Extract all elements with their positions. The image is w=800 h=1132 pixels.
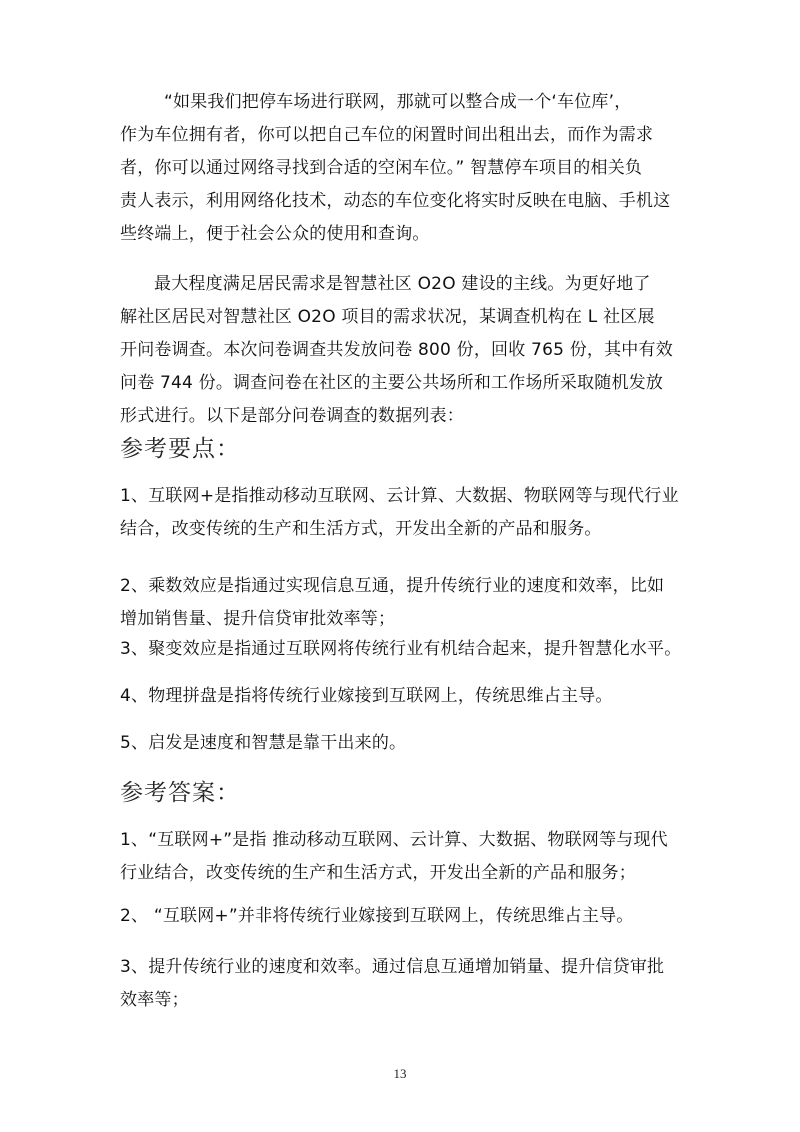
item-line: 3、聚变效应是指通过互联网将传统行业有机结合起来，提升智慧化水平。: [120, 639, 682, 659]
paragraph-line: 最大程度满足居民需求是智慧社区 O2O 建设的主线。为更好地了: [154, 274, 651, 294]
item-line: 1、互联网+是指推动移动互联网、云计算、大数据、物联网等与现代行业: [120, 486, 679, 506]
item-line: 5、启发是速度和智慧是靠干出来的。: [120, 733, 407, 753]
answer-item-3: [120, 951, 720, 1017]
answer-item-1: [120, 824, 720, 890]
answers-heading: 参考答案：: [120, 780, 240, 806]
paragraph-line: 解社区居民对智慧社区 O2O 项目的需求状况，某调查机构在 L 社区展: [120, 307, 655, 327]
item-line: 效率等；: [120, 990, 189, 1010]
paragraph-line: 问卷 744 份。调查问卷在社区的主要公共场所和工作场所采取随机发放: [120, 373, 664, 393]
item-line: 1、“互联网+”是指 推动移动互联网、云计算、大数据、物联网等与现代: [120, 830, 668, 850]
body-paragraph-1: [120, 86, 696, 251]
item-line: 3、提升传统行业的速度和效率。通过信息互通增加销量、提升信贷审批: [120, 957, 665, 977]
paragraph-line: 开问卷调查。本次问卷调查共发放问卷 800 份，回收 765 份，其中有效: [120, 340, 673, 360]
paragraph-line: 些终端上，便于社会公众的使用和查询。: [120, 224, 430, 244]
key-point-item-4: [120, 680, 720, 713]
answer-item-2: [120, 900, 720, 933]
item-line: 增加销售量、提升信贷审批效率等；: [120, 609, 396, 629]
key-point-item-2: [120, 570, 720, 636]
paragraph-line: 责人表示，利用网络化技术，动态的车位变化将实时反映在电脑、手机这: [120, 191, 671, 211]
body-paragraph-2: [120, 268, 696, 433]
item-line: 行业结合，改变传统的生产和生活方式，开发出全新的产品和服务；: [120, 863, 636, 883]
item-line: 2、乘数效应是指通过实现信息互通，提升传统行业的速度和效率，比如: [120, 576, 665, 596]
key-point-item-3: [120, 633, 720, 666]
paragraph-line: 形式进行。以下是部分问卷调查的数据列表：: [120, 406, 464, 426]
key-point-item-1: [120, 480, 720, 546]
item-line: 4、物理拼盘是指将传统行业嫁接到互联网上，传统思维占主导。: [120, 686, 613, 706]
key-points-heading: 参考要点：: [120, 436, 240, 462]
paragraph-line: 者，你可以通过网络寻找到合适的空闲车位。” 智慧停车项目的相关负: [120, 158, 643, 178]
paragraph-line: “如果我们把停车场进行联网，那就可以整合成一个‘车位库’，: [164, 92, 632, 112]
page-number: 13: [393, 1066, 407, 1081]
key-point-item-5: [120, 727, 720, 760]
item-line: 2、 “互联网+”并非将传统行业嫁接到互联网上，传统思维占主导。: [120, 906, 634, 926]
item-line: 结合，改变传统的生产和生活方式，开发出全新的产品和服务。: [120, 519, 602, 539]
paragraph-line: 作为车位拥有者，你可以把自己车位的闲置时间出租出去，而作为需求: [120, 125, 654, 145]
